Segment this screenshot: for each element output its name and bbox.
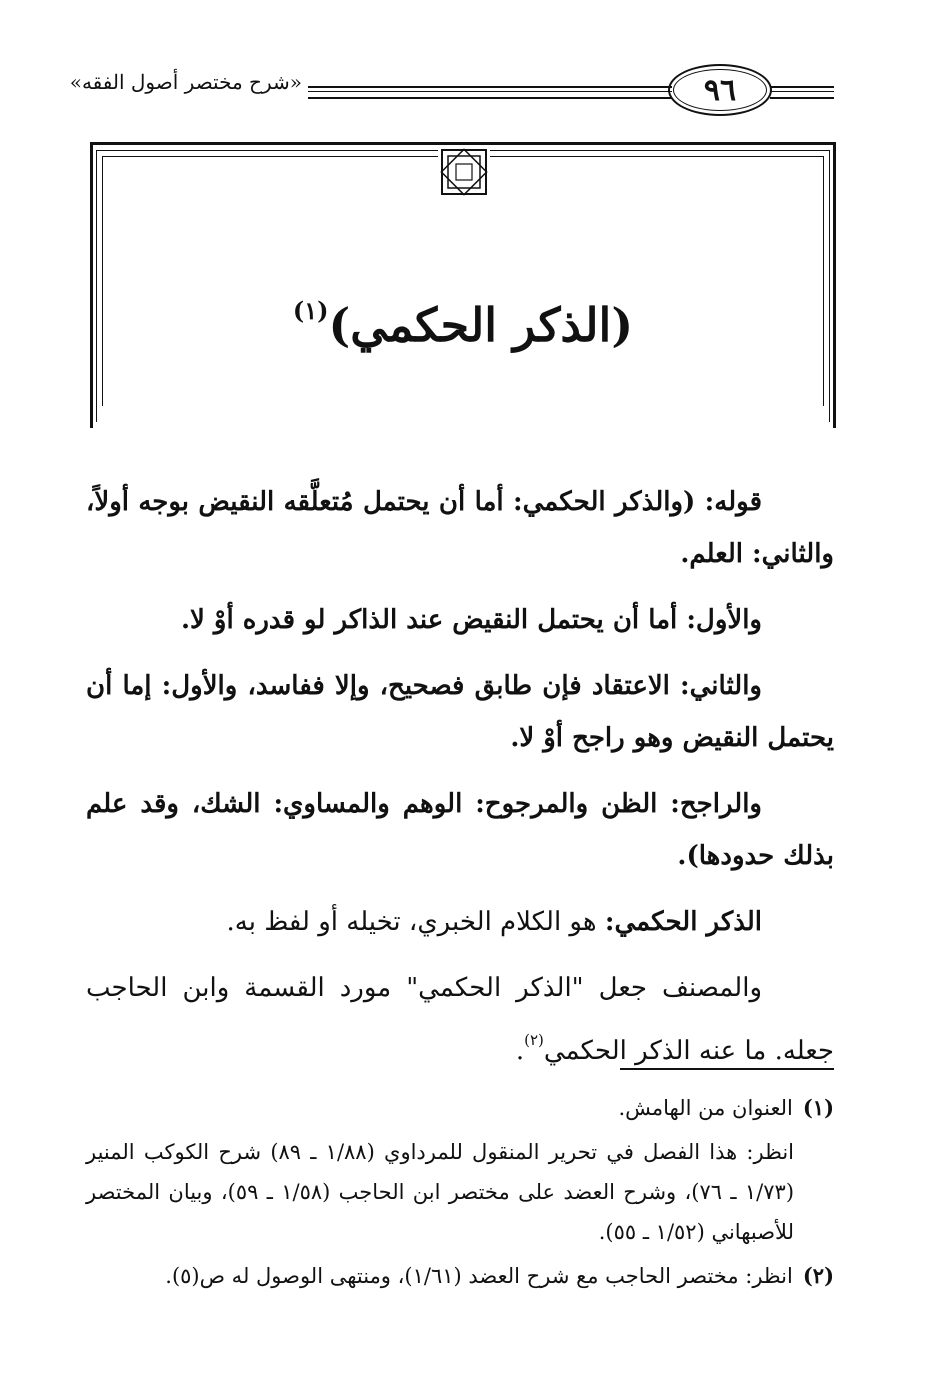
footnote-2-number: (٢): [802, 1263, 834, 1288]
paragraph-6-text: والمصنف جعل "الذكر الحكمي" مورد القسمة وابن الحاجب جعله. ما عنه الذكر الحكمي: [86, 973, 834, 1066]
definition-term: الذكر الحكمي:: [604, 907, 762, 937]
running-title: «شرح مختصر أصول الفقه»: [69, 70, 302, 94]
footnote-1: [86, 1088, 834, 1128]
paragraph-3-text: والثاني: الاعتقاد فإن طابق فصحيح، وإلا ففاسد، والأول: إما أن يحتمل النقيض وهو راجح أوْ لا.: [86, 671, 834, 753]
paragraph-4: [86, 778, 834, 882]
definition-text: هو الكلام الخبري، تخيله أو لفظ به.: [226, 907, 597, 937]
footnote-1-continuation: [86, 1132, 834, 1252]
footnote-1-line-2: انظر: هذا الفصل في تحرير المنقول للمرداوي (١/٨٨ ـ ٨٩) شرح الكوكب المنير (١/٧٣ ـ ٧٦)، وشرح العضد على مختصر ابن الحاجب (١/٥٨ ـ ٥٩)، وبيان المختصر للأصبهاني (١/٥٢ ـ ٥٥).: [86, 1140, 795, 1244]
footnote-2-line-1: انظر: مختصر الحاجب مع شرح العضد (١/٦١)، ومنتهى الوصول له ص(٥).: [165, 1264, 793, 1288]
paragraph-6: [86, 962, 834, 1077]
chapter-footnote-mark: (١): [292, 296, 329, 325]
paragraph-3: [86, 660, 834, 764]
paragraph-2-text: والأول: أما أن يحتمل النقيض عند الذاكر لو قدره أوْ لا.: [180, 605, 762, 635]
chapter-title: [90, 296, 836, 352]
footnotes: [86, 1088, 834, 1300]
paragraph-2: [86, 594, 834, 646]
footnote-separator: [620, 1068, 834, 1070]
paragraph-4-text: والراجح: الظن والمرجوح: الوهم والمساوي: الشك، وقد علم بذلك حدودها).: [86, 789, 834, 871]
header-rule-left: [308, 86, 672, 99]
footnote-mark-2: (٢): [524, 1031, 544, 1049]
paragraph-1: [86, 476, 834, 580]
header-rule-right: [770, 86, 834, 99]
page-number: ٩٦: [668, 64, 772, 116]
chapter-title-text: (الذكر الحكمي): [328, 298, 634, 352]
main-text: [86, 476, 834, 1091]
paragraph-1-text: قوله: (والذكر الحكمي: أما أن يحتمل مُتعلَّقه النقيض بوجه أولاً، والثاني: العلم.: [86, 487, 834, 569]
paragraph-6-end: .: [515, 1036, 525, 1066]
footnote-1-line-1: العنوان من الهامش.: [618, 1096, 793, 1120]
octagram-ornament-icon: [438, 146, 490, 198]
footnote-1-number: (١): [802, 1095, 834, 1120]
footnote-2: [86, 1256, 834, 1296]
paragraph-5: [86, 896, 834, 948]
